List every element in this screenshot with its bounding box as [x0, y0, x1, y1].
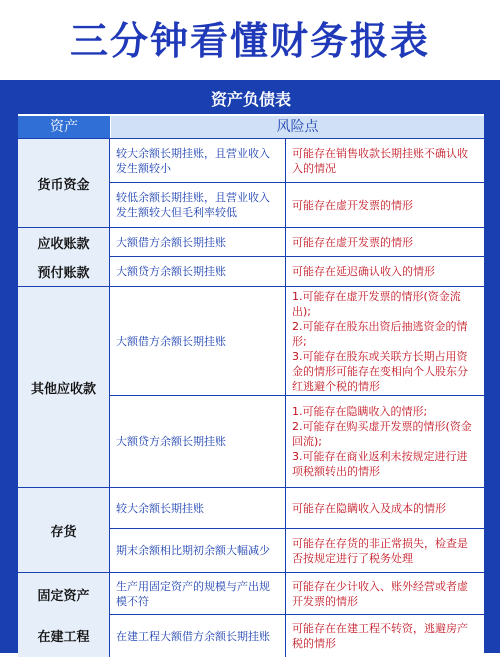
group-cash [18, 138, 484, 227]
group-label-fixed-assets: 固定资产 [37, 588, 90, 604]
group-label [18, 573, 110, 657]
row-desc: 大额借方余额长期挂账 [110, 228, 286, 256]
group-label: 存货 [18, 488, 110, 572]
row-risk: 可能存在存货的非正常损失，检查是否按规定进行了税务处理 [292, 536, 468, 565]
row-desc: 较大余额长期挂账 [110, 488, 286, 528]
row-risk: 可能存在销售收款长期挂账不确认收入的情况 [292, 146, 468, 175]
row-desc: 大额借方余额长期挂账 [110, 287, 286, 395]
table-row [110, 528, 484, 572]
table-row [110, 395, 484, 487]
group-label-receivables: 应收账款 [37, 237, 90, 252]
row-risk: 可能存在延迟确认收入的情形 [292, 265, 435, 278]
row-desc: 较低余额长期挂账，且营业收入发生额较大但毛利率较低 [110, 183, 286, 227]
group-other-receivables [18, 286, 484, 487]
table-caption: 资产负债表 [18, 86, 484, 116]
table-row [110, 139, 484, 182]
row-risk: 可能存在少计收入、账外经营或者虚开发票的情形 [292, 579, 468, 608]
row-desc: 期末余额相比期初余额大幅减少 [110, 529, 286, 572]
row-risk: 可能存在虚开发票的情形 [292, 198, 413, 212]
table-row [110, 287, 484, 395]
column-header-risk: 风险点 [111, 116, 484, 138]
row-desc: 大额贷方余额长期挂账 [110, 396, 286, 487]
table-row [110, 256, 484, 286]
table-row [110, 614, 484, 657]
group-label-prepayments: 预付账款 [37, 265, 90, 281]
table-row [110, 573, 484, 614]
row-desc: 较大余额长期挂账，且营业收入发生额较小 [110, 139, 286, 182]
group-label-construction: 在建工程 [37, 630, 90, 645]
group-inventory [18, 487, 484, 572]
group-label [18, 228, 110, 286]
row-risk: 可能存在虚开发票的情形 [292, 235, 413, 249]
row-desc: 生产用固定资产的规模与产出规模不符 [110, 573, 286, 614]
title-banner [0, 0, 500, 82]
group-label: 货币资金 [18, 139, 110, 227]
table-row [110, 228, 484, 256]
group-fixed-assets-construction [18, 572, 484, 657]
row-desc: 大额贷方余额长期挂账 [110, 257, 286, 286]
row-risk: 可能存在隐瞒收入及成本的情形 [292, 501, 446, 515]
table-row [110, 488, 484, 528]
balance-sheet-table [18, 86, 484, 653]
row-desc: 在建工程大额借方余额长期挂账 [110, 615, 286, 657]
row-risk: 可能存在在建工程不转资，逃避房产税的情形 [292, 622, 468, 650]
column-header-asset: 资产 [18, 116, 111, 138]
group-label: 其他应收款 [18, 287, 110, 487]
table-row [110, 182, 484, 227]
group-receivables-prepayments [18, 227, 484, 286]
row-risk: 1.可能存在隐瞒收入的情形; 2.可能存在购买虚开发票的情形(资金回流); 3.可能存在商业返利未按规定进行进项税额转出的情形 [292, 405, 472, 478]
page-title: 三分钟看懂财务报表 [69, 19, 430, 63]
column-header-row [18, 116, 484, 138]
row-risk: 1.可能存在虚开发票的情形(资金流出); 2.可能存在股东出资后抽逃资金的情形; 3.可能存在股东或关联方长期占用资金的情形可能存在变相向个人股东分红逃避个税的情形 [292, 289, 468, 393]
